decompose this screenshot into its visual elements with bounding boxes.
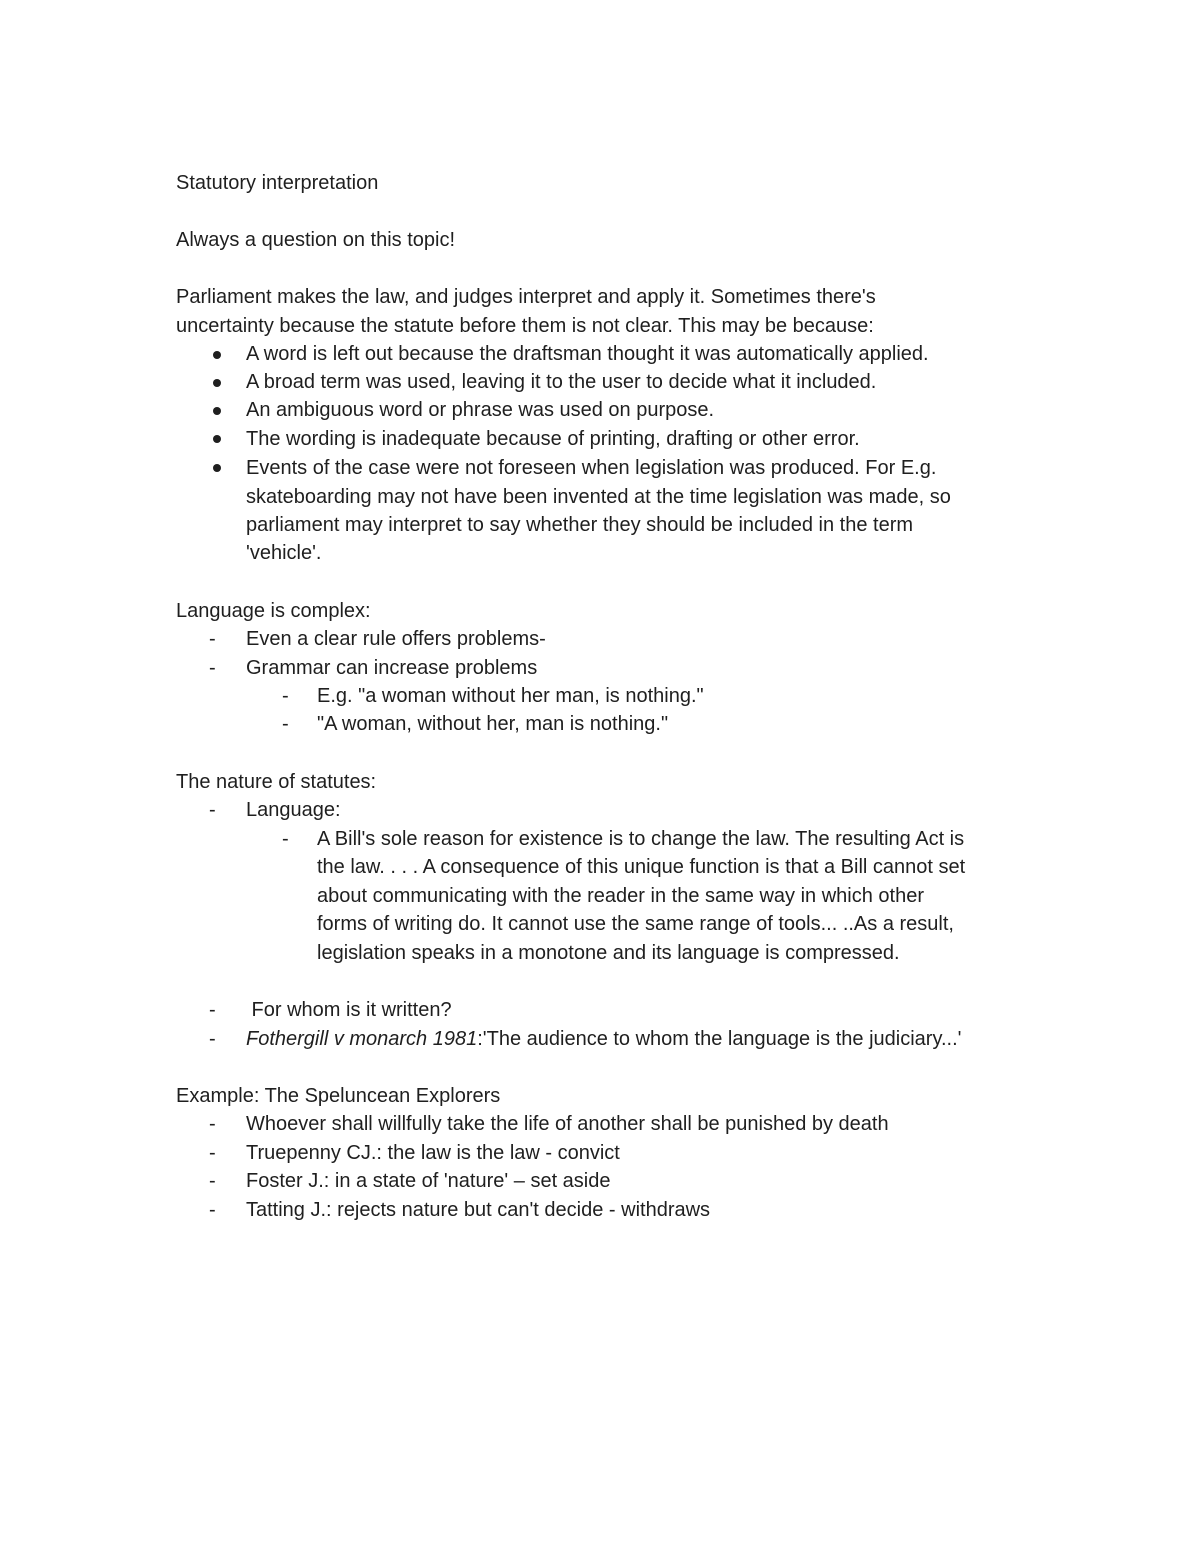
bullet-item: A broad term was used, leaving it to the user to decide what it included. [246, 371, 877, 393]
sub-list-item: E.g. "a woman without her man, is nothing." [317, 685, 704, 707]
quote-line: legislation speaks in a monotone and its language is compressed. [317, 942, 900, 964]
list-item: Foster J.: in a state of 'nature' – set aside [246, 1170, 611, 1192]
dash-marker: - [209, 999, 216, 1021]
dash-marker: - [209, 628, 216, 650]
list-item: Even a clear rule offers problems- [246, 628, 546, 650]
quote-line: A Bill's sole reason for existence is to change the law. The resulting Act is [317, 828, 965, 850]
bullet-icon [213, 464, 221, 472]
dash-marker: - [209, 1028, 216, 1050]
dash-marker: - [282, 713, 289, 735]
case-quote: :'The audience to whom the language is the judiciary...' [477, 1028, 962, 1050]
quote-line: forms of writing do. It cannot use the same range of tools... ..As a result, [317, 913, 954, 935]
sub-list-item: "A woman, without her, man is nothing." [317, 713, 669, 735]
bullet-icon [213, 407, 221, 415]
dash-marker: - [282, 828, 289, 850]
list-item: Whoever shall willfully take the life of another shall be punished by death [246, 1113, 889, 1135]
dash-marker: - [209, 657, 216, 679]
list-item: Language: [246, 799, 341, 821]
section-heading-language: Language is complex: [176, 600, 371, 622]
case-name: Fothergill v monarch 1981 [246, 1028, 478, 1050]
dash-marker: - [209, 799, 216, 821]
list-item: Grammar can increase problems [246, 657, 538, 679]
quote-line: the law. . . . A consequence of this unique function is that a Bill cannot set [317, 856, 966, 878]
page-title: Statutory interpretation [176, 172, 379, 194]
paragraph-line: uncertainty because the statute before them is not clear. This may be because: [176, 315, 874, 337]
dash-marker: - [282, 685, 289, 707]
bullet-item: An ambiguous word or phrase was used on purpose. [246, 399, 715, 421]
dash-marker: - [209, 1170, 216, 1192]
quote-line: about communicating with the reader in the same way in which other [317, 885, 924, 907]
bullet-item-line: Events of the case were not foreseen when legislation was produced. For E.g. [246, 457, 937, 479]
bullet-item: The wording is inadequate because of printing, drafting or other error. [246, 428, 860, 450]
section-heading-example: Example: The Speluncean Explorers [176, 1085, 501, 1107]
bullet-icon [213, 435, 221, 443]
bullet-item-line: 'vehicle'. [246, 542, 322, 564]
section-heading-nature: The nature of statutes: [176, 771, 377, 793]
list-item: Tatting J.: rejects nature but can't decide - withdraws [246, 1199, 711, 1221]
bullet-icon [213, 351, 221, 359]
list-item: For whom is it written? [246, 999, 452, 1021]
dash-marker: - [209, 1199, 216, 1221]
bullet-item-line: skateboarding may not have been invented at the time legislation was made, so [246, 486, 951, 508]
bullet-icon [213, 379, 221, 387]
paragraph-line: Parliament makes the law, and judges interpret and apply it. Sometimes there's [176, 286, 876, 308]
case-citation-item [246, 1027, 961, 1051]
intro-text: Always a question on this topic! [176, 229, 456, 251]
dash-marker: - [209, 1113, 216, 1135]
bullet-item-line: parliament may interpret to say whether they should be included in the term [246, 514, 914, 536]
dash-marker: - [209, 1142, 216, 1164]
bullet-item: A word is left out because the draftsman thought it was automatically applied. [246, 343, 929, 365]
list-item: Truepenny CJ.: the law is the law - convict [246, 1142, 620, 1164]
